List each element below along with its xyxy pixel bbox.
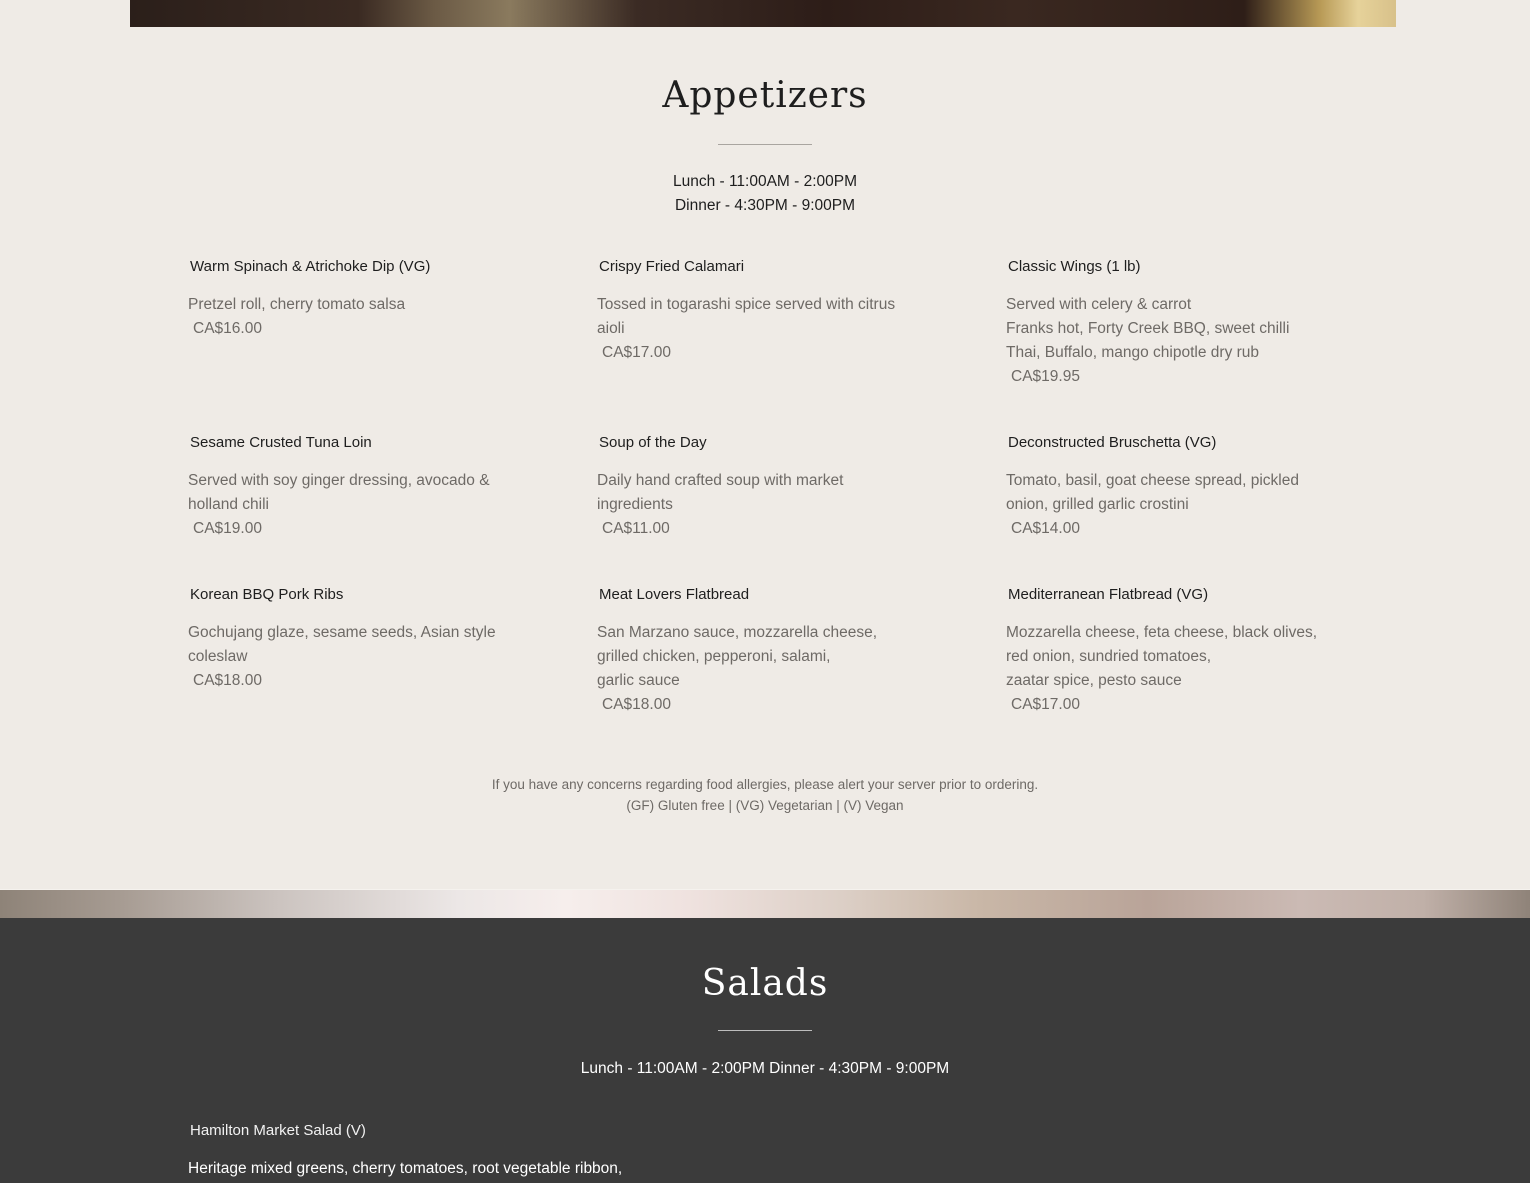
appetizers-title-rule [718,144,812,145]
menu-item-description-line: Tomato, basil, goat cheese spread, pickled [1006,472,1299,489]
menu-item-price: CA$18.00 [193,672,262,689]
menu-item-name: Mediterranean Flatbread (VG) [1008,586,1209,603]
menu-item [188,256,528,341]
appetizers-dinner-hours: Dinner - 4:30PM - 9:00PM [674,197,856,214]
menu-item-price: CA$19.95 [1011,368,1080,385]
menu-item-description [188,293,528,317]
menu-item-description [597,621,937,693]
menu-item-description [188,469,528,517]
menu-item-name: Warm Spinach & Atrichoke Dip (VG) [190,258,431,275]
menu-item-description-line: coleslaw [188,648,248,665]
menu-item-name: Hamilton Market Salad (V) [190,1122,366,1139]
menu-item-description-line: holland chili [188,496,269,513]
menu-item-description [188,1157,788,1181]
menu-item-description-line: red onion, sundried tomatoes, [1006,648,1212,665]
section-divider-image [0,889,1530,919]
menu-item-name: Meat Lovers Flatbread [599,586,750,603]
allergy-warning: If you have any concerns regarding food allergies, please alert your server prior to ordering. [491,777,1039,792]
menu-item-description-line: Served with soy ginger dressing, avocado & [188,472,490,489]
menu-item-description-line: Heritage mixed greens, cherry tomatoes, root vegetable ribbon, [188,1160,623,1177]
menu-item-description-line: zaatar spice, pesto sauce [1006,672,1182,689]
menu-item-name: Crispy Fried Calamari [599,258,745,275]
menu-item-description-line: San Marzano sauce, mozzarella cheese, [597,624,878,641]
menu-item-name: Korean BBQ Pork Ribs [190,586,344,603]
menu-item-name: Deconstructed Bruschetta (VG) [1008,434,1217,451]
menu-item [597,584,937,717]
appetizers-lunch-hours: Lunch - 11:00AM - 2:00PM [672,173,858,190]
menu-item-price: CA$17.00 [602,344,671,361]
menu-item-description-line: Tossed in togarashi spice served with citrus [597,296,896,313]
menu-item-price: CA$19.00 [193,520,262,537]
menu-item-description [1006,469,1346,517]
menu-item [597,256,937,365]
salads-hours: Lunch - 11:00AM - 2:00PM Dinner - 4:30PM - 9:00PM [580,1060,950,1077]
menu-item-description [1006,293,1346,365]
allergy-note [0,774,1530,816]
appetizers-hours [0,170,1530,218]
menu-item-price: CA$16.00 [193,320,262,337]
menu-item-description-line: Served with celery & carrot [1006,296,1192,313]
menu-item-description [1006,621,1346,693]
salads-section [0,918,1530,1183]
salads-title-rule [718,1030,812,1031]
menu-item-description-line: Gochujang glaze, sesame seeds, Asian style [188,624,496,641]
salads-title: Salads [701,963,829,1004]
menu-item-description-line: Mozzarella cheese, feta cheese, black olives, [1006,624,1318,641]
menu-item-price: CA$18.00 [602,696,671,713]
menu-item-price: CA$17.00 [1011,696,1080,713]
menu-item-name: Sesame Crusted Tuna Loin [190,434,372,451]
menu-item [1006,432,1346,541]
menu-item [1006,256,1346,389]
menu-item-price: CA$11.00 [602,520,670,537]
menu-item-description [597,469,937,517]
menu-item-description-line: onion, grilled garlic crostini [1006,496,1189,513]
menu-item-description-line: garlic sauce [597,672,680,689]
menu-item-name: Soup of the Day [599,434,707,451]
diet-legend: (GF) Gluten free | (VG) Vegetarian | (V) Vegan [626,798,904,813]
menu-item-description-line: Thai, Buffalo, mango chipotle dry rub [1006,344,1260,361]
appetizers-section [0,27,1530,889]
menu-item-description-line: aioli [597,320,625,337]
menu-item [188,432,528,541]
menu-item-price: CA$14.00 [1011,520,1080,537]
menu-item [1006,584,1346,717]
menu-item [188,1120,788,1181]
menu-item-description-line: Pretzel roll, cherry tomato salsa [188,296,406,313]
appetizers-title: Appetizers [662,75,868,116]
menu-item [597,432,937,541]
menu-item-description [188,621,528,669]
menu-item-name: Classic Wings (1 lb) [1008,258,1141,275]
menu-item-description [597,293,937,341]
menu-item-description-line: Franks hot, Forty Creek BBQ, sweet chilli [1006,320,1290,337]
menu-item [188,584,528,693]
menu-item-description-line: grilled chicken, pepperoni, salami, [597,648,831,665]
menu-item-description-line: ingredients [597,496,673,513]
hero-image-strip [130,0,1396,27]
menu-item-description-line: Daily hand crafted soup with market [597,472,844,489]
